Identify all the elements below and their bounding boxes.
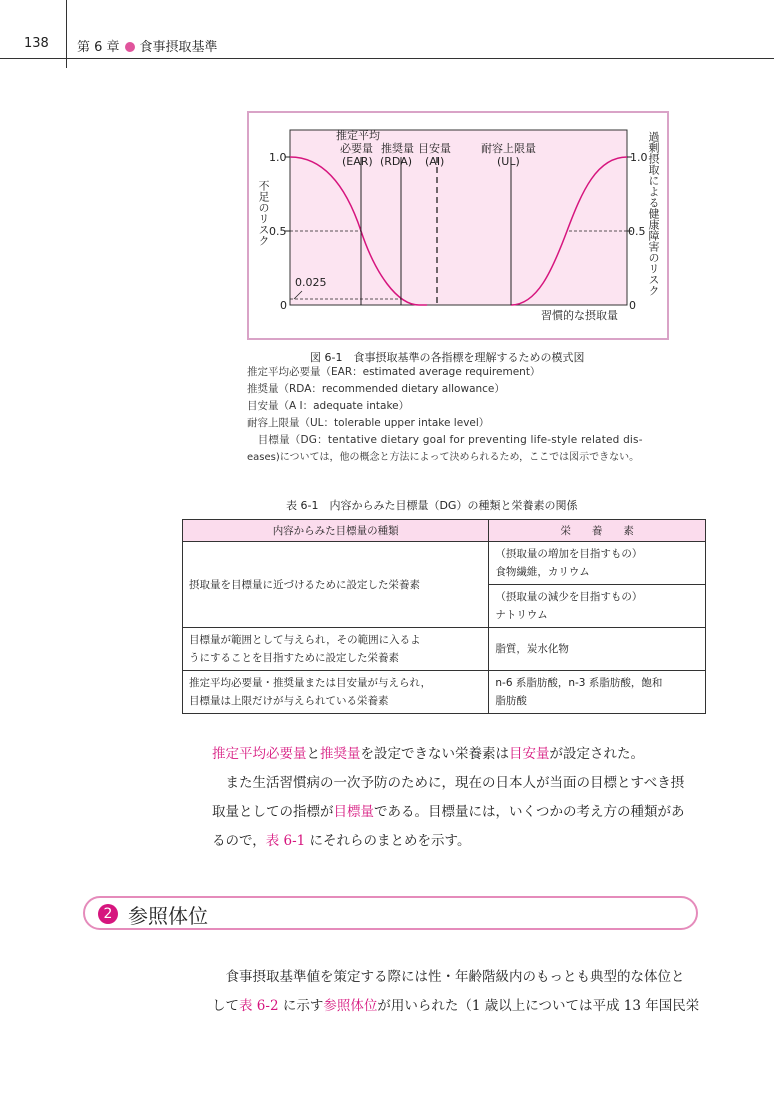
ai-label-line1: 目安量 <box>418 142 451 155</box>
section-number-badge: 2 <box>98 904 118 924</box>
text-run: が設定された。 <box>549 746 644 762</box>
table-row <box>183 542 706 585</box>
term-dg: 目標量 <box>333 804 374 820</box>
tick-label-0-right: 0 <box>629 299 636 312</box>
tick-label-0025: 0.025 <box>295 276 327 289</box>
right-axis-label: 過剰摂取による健康障害のリスク <box>647 131 660 296</box>
cell-line: ナトリウム <box>495 609 548 621</box>
risk-diagram <box>247 111 669 340</box>
text-run: である。目標量には，いくつかの考え方の種類があ <box>374 804 685 820</box>
ear-label-line2: 必要量 <box>340 142 373 155</box>
body-paragraph-line <box>212 829 470 849</box>
term-ai: 目安量 <box>509 746 550 762</box>
plot-area <box>290 130 627 305</box>
body-paragraph-line <box>212 800 685 820</box>
bullet-dot-icon <box>125 42 135 52</box>
legend-item: eases)については，他の概念と方法によって決められるため，ここでは図示できない。 <box>247 452 640 463</box>
chapter-title: 食事摂取基準 <box>139 40 218 55</box>
legend-item: 耐容上限量（UL：tolerable upper intake level） <box>247 417 490 429</box>
legend-item: 推奨量（RDA：recommended dietary allowance） <box>247 383 505 395</box>
section-title: 参照体位 <box>128 904 208 928</box>
table-cell: 摂取量を目標量に近づけるために設定した栄養素 <box>183 542 489 628</box>
left-axis-label: 不足のリスク <box>257 180 270 246</box>
text-run: 取量としての指標が <box>212 804 334 820</box>
term-rda: 推奨量 <box>320 746 361 762</box>
legend-item: 目安量（A I：adequate intake） <box>247 400 410 412</box>
ul-label-line2: (UL) <box>497 155 520 168</box>
cell-line: 脂肪酸 <box>495 695 527 707</box>
cell-line: （摂取量の減少を目指すもの） <box>495 591 643 603</box>
term-ear: 推定平均必要量 <box>212 746 307 762</box>
header-divider <box>66 0 67 68</box>
tick-label-1-left: 1.0 <box>269 151 287 164</box>
tick-label-05-left: 0.5 <box>269 225 287 238</box>
table-caption: 表 6-1 内容からみた目標量（DG）の種類と栄養素の関係 <box>286 499 578 512</box>
dg-table <box>182 519 706 714</box>
table-row <box>183 671 706 714</box>
text-run: に示す <box>278 998 324 1014</box>
text-run: を設定できない栄養素は <box>360 746 509 762</box>
table-row <box>183 628 706 671</box>
table-cell <box>489 585 706 628</box>
column-header: 内容からみた目標量の種類 <box>183 520 489 542</box>
body-paragraph-line <box>212 742 644 762</box>
term-reference-body: 参照体位 <box>323 998 378 1014</box>
text-run: と <box>306 746 320 762</box>
table-header-row <box>183 520 706 542</box>
tick-label-05-right: 0.5 <box>628 225 646 238</box>
table-cell <box>183 628 489 671</box>
page-number: 138 <box>24 36 49 51</box>
cell-line: 目標量は上限だけが与えられている栄養素 <box>189 695 389 707</box>
cell-line: n-6 系脂肪酸，n-3 系脂肪酸，飽和 <box>495 677 663 689</box>
cell-line: うにすることを目指すために設定した栄養素 <box>189 652 399 664</box>
table-cell <box>489 542 706 585</box>
legend-item: 目標量（DG：tentative dietary goal for preventing life-style related dis- <box>247 434 643 446</box>
x-axis-label: 習慣的な摂取量 <box>541 309 618 322</box>
text-run: るので， <box>212 833 266 849</box>
table-cell: 脂質，炭水化物 <box>489 628 706 671</box>
table-cell <box>183 671 489 714</box>
table-cell <box>489 671 706 714</box>
legend-item: 推定平均必要量（EAR：estimated average requirement） <box>247 366 541 378</box>
text-run: が用いられた（1 歳以上については平成 13 年国民栄 <box>377 998 700 1014</box>
ul-label-line1: 耐容上限量 <box>481 142 536 155</box>
table-reference-link[interactable]: 表 6-2 <box>239 998 279 1014</box>
ear-label-line1: 推定平均 <box>336 129 380 142</box>
figure-legend <box>247 364 672 466</box>
ear-label-line3: (EAR) <box>342 155 373 168</box>
table-reference-link[interactable]: 表 6-1 <box>265 833 306 849</box>
figure-caption: 図 6-1 食事摂取基準の各指標を理解するための模式図 <box>310 351 585 364</box>
rda-label-line2: (RDA) <box>380 155 413 168</box>
cell-line: 目標量が範囲として与えられ，その範囲に入るよ <box>189 634 421 646</box>
body-paragraph-line <box>212 994 699 1014</box>
cell-line: （摂取量の増加を目指すもの） <box>495 548 643 560</box>
cell-line: 食物繊維，カリウム <box>495 566 590 578</box>
column-header: 栄 養 素 <box>489 520 706 542</box>
tick-label-0-left: 0 <box>280 299 287 312</box>
body-paragraph-line: また生活習慣病の一次予防のために，現在の日本人が当面の目標とすべき摂 <box>212 775 685 791</box>
chapter-number: 第 6 章 <box>77 40 120 55</box>
text-run: して <box>212 998 239 1014</box>
text-run: にそれらのまとめを示す。 <box>305 833 471 849</box>
ai-label-line2: (AI) <box>425 155 445 168</box>
header-rule <box>0 58 774 59</box>
chapter-heading <box>77 36 218 55</box>
body-paragraph-line: 食事摂取基準値を策定する際には性・年齢階級内のもっとも典型的な体位と <box>212 969 685 985</box>
cell-line: 推定平均必要量・推奨量または目安量が与えられ， <box>189 677 432 689</box>
rda-label-line1: 推奨量 <box>381 142 414 155</box>
tick-label-1-right: 1.0 <box>630 151 648 164</box>
